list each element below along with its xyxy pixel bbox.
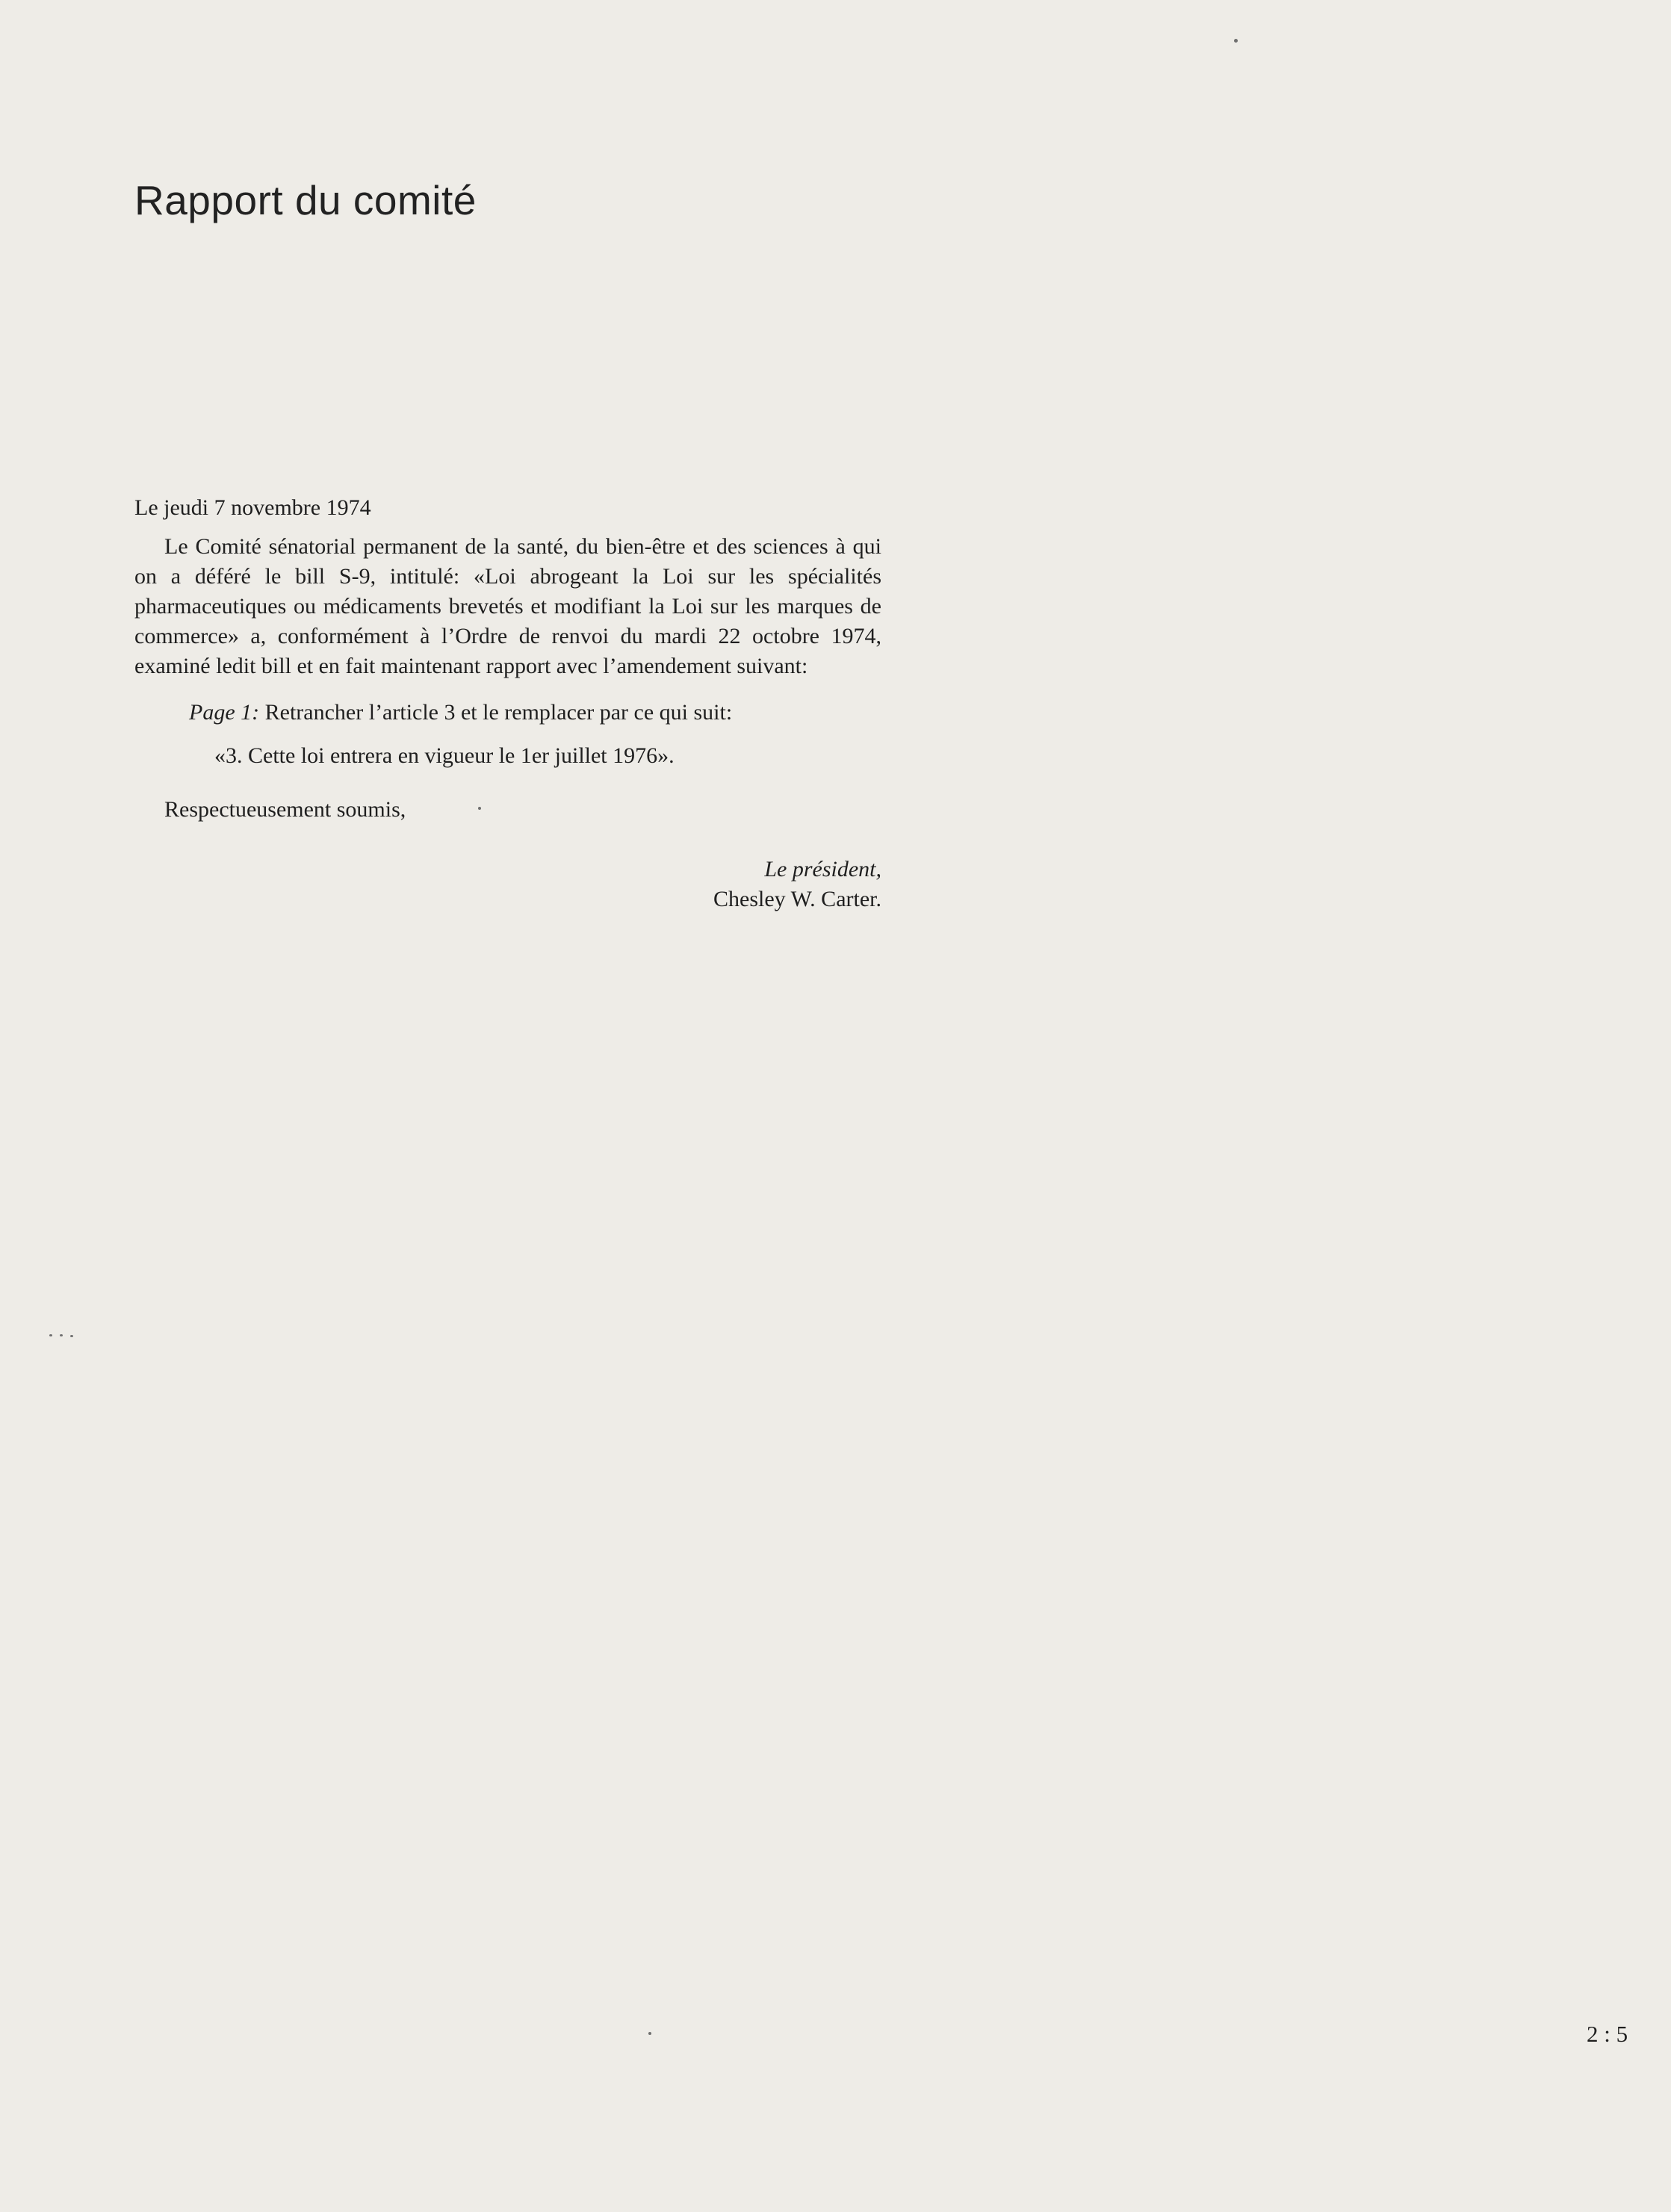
paper-speck <box>1234 39 1238 43</box>
report-date: Le jeudi 7 novembre 1974 <box>134 495 371 520</box>
report-title: Rapport du comité <box>134 177 477 223</box>
amendment-text: «3. Cette loi entrera en vigueur le 1er juillet 1976». <box>214 743 675 768</box>
closing-line: Respectueusement soumis, <box>164 797 406 822</box>
page-number: 2 : 5 <box>1587 2021 1628 2047</box>
amendment-paragraph <box>134 698 881 728</box>
signature-block <box>134 855 881 914</box>
paper-speck <box>648 2032 651 2035</box>
report-paragraph: Le Comité sénatorial permanent de la santé, du bien-être et des sciences à qui on a déféré le bill S-9, intitulé: «Loi abrogeant la Loi sur les spécialités pharmaceutiques ou médicaments brevetés et modifiant la Loi sur les marques de commerce» a, conformément à l’Ordre de renvoi du mardi 22 octobre 1974, examiné ledit bill et en fait maintenant rapport avec l’amendement suivant: <box>134 534 881 678</box>
paper-speck <box>70 1335 73 1337</box>
report-body <box>134 493 881 914</box>
paper-speck <box>478 807 481 810</box>
paper-speck <box>60 1334 63 1336</box>
signatory-name: Chesley W. Carter. <box>713 887 881 911</box>
signatory-role: Le président, <box>764 857 881 882</box>
amendment-instruction: Retrancher l’article 3 et le remplacer par ce qui suit: <box>264 700 733 725</box>
paper-speck <box>49 1334 52 1336</box>
amendment-label: Page 1: <box>189 700 260 725</box>
